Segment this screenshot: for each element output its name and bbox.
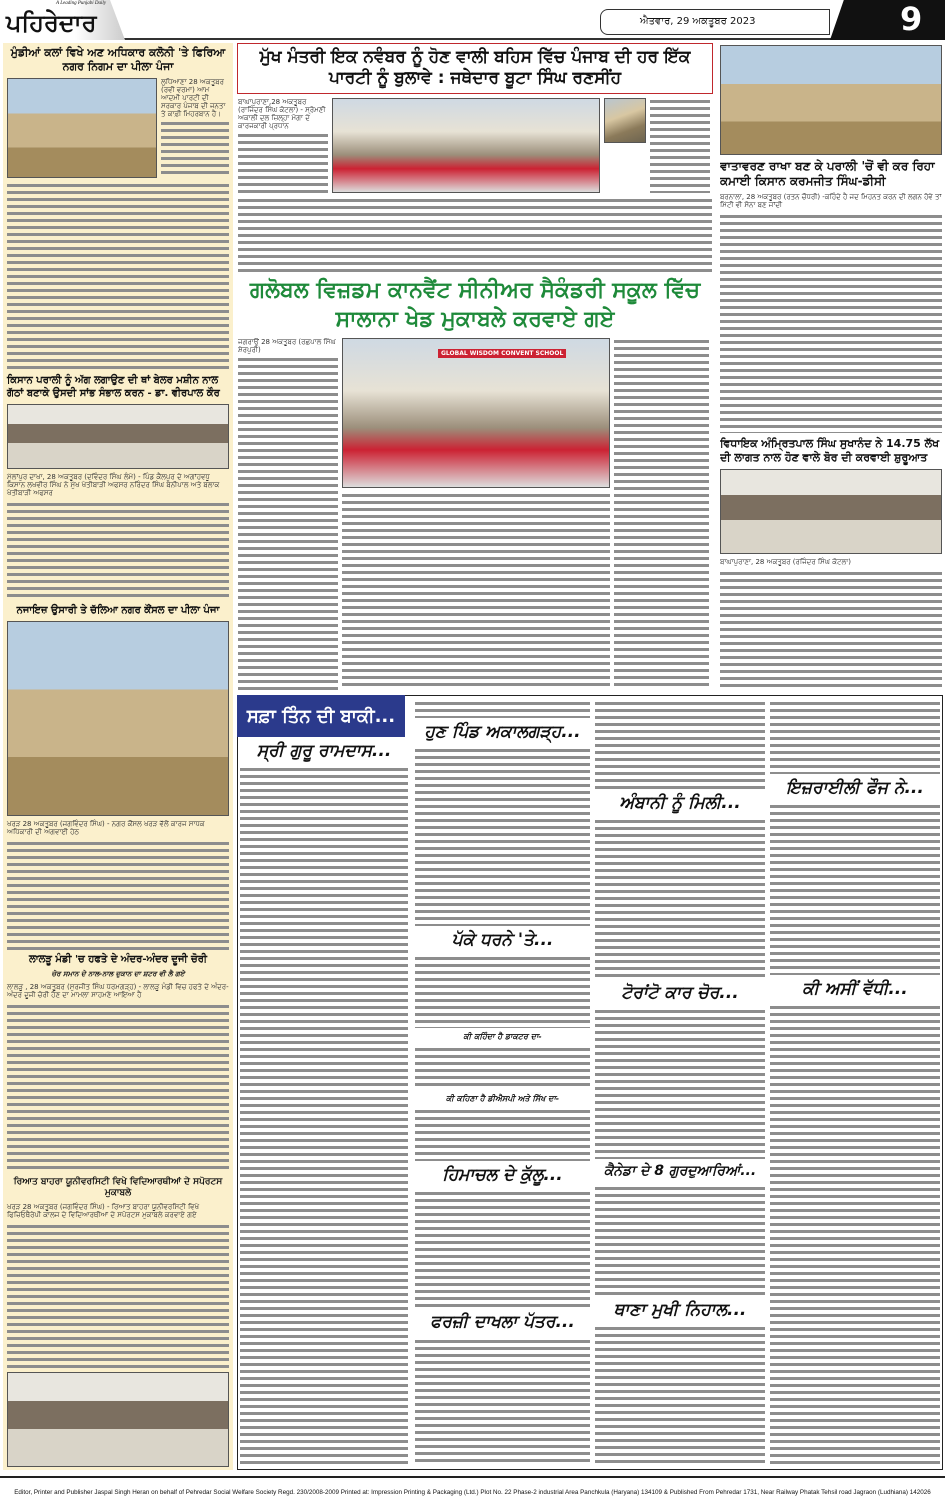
lead-portrait bbox=[604, 98, 646, 143]
section-heading: ਹਿਮਾਚਲ ਦੇ ਕੁੱਲੂ... bbox=[442, 1164, 563, 1185]
section-heading: ਸ੍ਰੀ ਗੁਰੂ ਰਾਮਦਾਸ... bbox=[256, 741, 392, 761]
page-number: 9 bbox=[900, 0, 923, 38]
article-photo bbox=[7, 404, 229, 469]
section-body bbox=[240, 766, 408, 1465]
continued-column-3 bbox=[595, 700, 765, 1466]
article-headline: ਨਜਾਇਜ਼ ਉਸਾਰੀ ਤੇ ਚੱਲਿਆ ਨਗਰ ਕੌਂਸਲ ਦਾ ਪੀਲਾ ਪੰਜਾ bbox=[16, 604, 220, 616]
article-lead-row bbox=[7, 78, 229, 178]
school-row bbox=[237, 338, 713, 690]
school-body bbox=[614, 338, 709, 690]
article-headline: ਵਿਧਾਇਕ ਅੰਮ੍ਰਿਤਪਾਲ ਸਿੰਘ ਸੁਖਾਨੰਦ ਨੇ 14.75 ਲੱਖ ਦੀ ਲਾਗਤ ਨਾਲ ਹੋਣ ਵਾਲੇ ਬੋਰ ਦੀ ਕਰਵਾਈ ਸ਼ੁਰੂਆਤ bbox=[720, 437, 940, 464]
masthead-logo: ਪਹਿਰੇਦਾਰ bbox=[6, 9, 97, 37]
section-body bbox=[770, 1004, 940, 1466]
article-dateline: ਲੁਧਿਆਣਾ 28 ਅਕਤੂਬਰ (ਰਵੀ ਵਰਮਾ) ਆਮ ਆਦਮੀ ਪਾਰਟੀ ਦੀ ਸਰਕਾਰ ਪੰਜਾਬ ਦੀ ਜਨਤਾ ਤੇ ਕਾਫ਼ੀ ਮਿਹਰਬਾਨ ਹੈ। bbox=[161, 77, 226, 118]
school-headline: ਗਲੋਬਲ ਵਿਜ਼ਡਮ ਕਾਨਵੈਂਟ ਸੀਨੀਅਰ ਸੈਕੰਡਰੀ ਸਕੂਲ ਵਿੱਚ ਸਾਲਾਨਾ ਖੇਡ ਮੁਕਾਬਲੇ ਕਰਵਾਏ ਗਏ bbox=[249, 278, 701, 332]
lead-body bbox=[238, 132, 328, 193]
article-body bbox=[7, 182, 229, 372]
continued-column-1 bbox=[237, 695, 411, 1468]
lead-body bbox=[650, 98, 710, 193]
article-body bbox=[7, 840, 229, 950]
article-dateline: ਬਰਨਾਲਾ, 28 ਅਕਤੂਬਰ (ਰਤਨ ਚੌਧਰੀ) -ਕਹਿੰਦੇ ਹੈ ਜਦ ਮਿਹਨਤ ਕਰਨ ਦੀ ਲਗਨ ਹੋਵੇ ਤਾਂ ਮਿੱਟੀ ਵੀ ਸੋਨਾ ਬਣ ਜਾਂਦੀ bbox=[720, 193, 942, 209]
right-column bbox=[720, 45, 942, 690]
masthead-tagline: A Leading Punjabi Daily bbox=[56, 1, 107, 6]
section-body bbox=[415, 747, 590, 925]
continued-column-4 bbox=[770, 700, 940, 1466]
article-headline: ਵਾਤਾਵਰਣ ਰਾਖਾ ਬਣ ਕੇ ਪਰਾਲੀ 'ਚੋਂ ਵੀ ਕਰ ਰਿਹਾ ਕਮਾਈ ਕਿਸਾਨ ਕਰਮਜੀਤ ਸਿੰਘ-ਡੀਸੀ bbox=[720, 159, 935, 188]
section-heading: ਕੈਨੇਡਾ ਦੇ 8 ਗੁਰਦੁਆਰਿਆਂ... bbox=[603, 1163, 757, 1180]
article-body bbox=[7, 1223, 229, 1368]
school-body bbox=[342, 492, 610, 690]
article-headline: ਰਿਆਤ ਬਾਹਰਾ ਯੂਨੀਵਰਸਿਟੀ ਵਿਖੇ ਵਿਦਿਆਰਥੀਆਂ ਦੇ ਸਪੋਰਟਸ ਮੁਕਾਬਲੇ bbox=[13, 1176, 223, 1199]
school-body bbox=[238, 356, 338, 690]
article-dateline: ਮੁੱਲਾਂਪੁਰ ਦਾਖਾ, 28 ਅਕਤੂਬਰ (ਦਵਿੰਦਰ ਸਿੰਘ ਲੰਮੇ) - ਪਿੰਡ ਕੈਲਪੁਰ ਦੇ ਅਗਾਂਹਵਧੂ ਕਿਸਾਨ ਲਖਵੀਰ ਸਿੰਘ ਨੇ ਮੁੱਖ ਖੇਤੀਬਾੜੀ ਅਫਸਰ ਨਰਿੰਦਰ ਸਿੰਘ ਬੇਨੀਪਾਲ ਅਤੇ ਬਲਾਕ ਖੇਤੀਬਾੜੀ ਅਫਸਰ bbox=[7, 473, 220, 498]
page-number-block bbox=[830, 0, 945, 40]
imprint-text: Editor, Printer and Publisher Jaspal Singh Heran on behalf of Pehredar Social Welfare Society Regd. 230/2008-2009 Printed at: Impression Printing & Packaging (Ltd.) Plot No. 22 Phase-2 industrial Area Panchkula (Haryana) 134109 & Published From Pehredar 1731, Near Railway Phatak Tehsil road Jagraon (Ludhiana) 142026 bbox=[14, 1489, 931, 1496]
section-body bbox=[415, 955, 590, 1028]
article-photo bbox=[7, 1372, 229, 1467]
section-heading: ਪੱਕੇ ਧਰਨੇ 'ਤੇ... bbox=[451, 929, 554, 950]
article-dateline: ਲਾਲੜੂ , 28 ਅਕਤੂਬਰ (ਸੁਰਜੀਤ ਸਿੰਘ ਧਰਮਗੜ੍ਹ) - ਲਾਲੜੂ ਮੰਡੀ ਵਿਚ ਹਫਤੇ ਦੇ ਅੰਦਰ-ਅੰਦਰ ਦੂਜੀ ਚੋਰੀ ਹੋਣ ਦਾ ਮਾਮਲਾ ਸਾਹਮਣੇ ਆਇਆ ਹੈ bbox=[7, 983, 229, 1000]
section-heading: ਥਾਣਾ ਮੁਖੀ ਨਿਹਾਲ... bbox=[613, 1299, 747, 1320]
article-photo bbox=[720, 45, 942, 155]
section-heading: ਟੋਰਾਂਟੋ ਕਾਰ ਚੋਰ... bbox=[621, 983, 739, 1004]
article-body bbox=[161, 120, 229, 178]
section-subhead: ਕੀ ਕਹਿਣਾ ਹੈ ਡੀਐਸਪੀ ਅਤੇ ਸਿੱਖ ਦਾ- bbox=[445, 1093, 560, 1103]
section-body bbox=[770, 700, 940, 774]
article-dateline: ਖਰੜ 28 ਅਕਤੂਬਰ (ਜਗਵਿੰਦਰ ਸਿੰਘ) - ਰਿਆਤ ਬਾਹਰਾ ਯੂਨੀਵਰਸਿਟੀ ਵਿਖੇ ਫਿਜ਼ਿਓਥੈਰੇਪੀ ਕਾਲਜ ਦੇ ਵਿਦਿਆਰਥੀਆਂ ਦੇ ਸਪੋਰਟਸ ਮੁਕਾਬਲੇ ਕਰਵਾਏ ਗਏ bbox=[7, 1203, 200, 1220]
continued-banner-label: ਸਫ਼ਾ ਤਿੰਨ ਦੀ ਬਾਕੀ... bbox=[246, 705, 396, 727]
section-body bbox=[595, 1008, 765, 1159]
school-dateline: ਜਗਰਾਉਂ 28 ਅਕਤੂਬਰ (ਰਛਪਾਲ ਸਿੰਘ ਸ਼ੇਰਪੁਰੀ) bbox=[238, 338, 336, 355]
issue-date: ਐਤਵਾਰ, 29 ਅਕਤੂਬਰ 2023 bbox=[640, 16, 756, 27]
article-body bbox=[7, 501, 229, 601]
section-body bbox=[595, 1185, 765, 1296]
school-center bbox=[342, 338, 610, 690]
article-dateline: ਖਰੜ 28 ਅਕਤੂਬਰ (ਜਗਵਿੰਦਰ ਸਿੰਘ) - ਨਗਰ ਕੌਂਸਲ ਖਰੜ ਵੱਲੋਂ ਕਾਰਜ ਸਾਧਕ ਅਧਿਕਾਰੀ ਦੀ ਅਗਵਾਈ ਹੇਠ bbox=[7, 820, 205, 837]
section-heading: ਕੀ ਅਸੀਂ ਵੱਧੀ... bbox=[802, 978, 908, 999]
section-body bbox=[415, 1108, 590, 1161]
article-body bbox=[720, 570, 942, 690]
school-side bbox=[238, 338, 338, 690]
imprint-footer bbox=[0, 1476, 945, 1507]
article-photo bbox=[720, 469, 942, 554]
section-body bbox=[595, 818, 765, 979]
section-heading: ਅੰਬਾਨੀ ਨੂੰ ਮਿਲੀ... bbox=[619, 792, 741, 813]
lead-photo bbox=[332, 98, 600, 193]
section-body bbox=[770, 803, 940, 975]
section-heading: ਇਜ਼ਰਾਈਲੀ ਫੌਜ ਨੇ... bbox=[786, 777, 924, 798]
masthead bbox=[0, 0, 945, 40]
continued-column-2 bbox=[415, 700, 590, 1466]
article-photo bbox=[7, 78, 157, 178]
lead-dateline: ਬਾਘਾਪੁਰਾਣਾ,28 ਅਕਤੂਬਰ (ਰਾਜਿੰਦਰ ਸਿੰਘ ਕੋਟਲਾ) - ਸ੍ਰੋਮਣੀ ਅਕਾਲੀ ਦਲ ਜ਼ਿਲ੍ਹਾ ਮੋਗਾ ਦੇ ਕਾਰਜਕਾਰੀ ਪ੍ਰਧਾਨ bbox=[238, 97, 326, 130]
section-heading: ਫਰਜ਼ੀ ਦਾਖਲਾ ਪੱਤਰ... bbox=[430, 1312, 575, 1333]
section-body bbox=[595, 700, 765, 789]
left-column bbox=[3, 43, 233, 1470]
article-body bbox=[7, 1003, 229, 1173]
article-headline: ਮੁੰਡੀਆਂ ਕਲਾਂ ਵਿਖੇ ਅਣ ਅਧਿਕਾਰ ਕਲੋਨੀ 'ਤੇ ਫਿਰਿਆ ਨਗਰ ਨਿਗਮ ਦਾ ਪੀਲਾ ਪੰਜਾ bbox=[10, 46, 226, 73]
section-body bbox=[415, 1190, 590, 1308]
article-headline: ਕਿਸਾਨ ਪਰਾਲੀ ਨੂੰ ਅੱਗ ਲਗਾਉਣ ਦੀ ਥਾਂ ਬੇਲਰ ਮਸ਼ੀਨ ਨਾਲ ਗੱਠਾਂ ਬਣਾਕੇ ਉਸਦੀ ਸਾਂਭ ਸੰਭਾਲ ਕਰਨ - ਡਾ. ਵੀਰਪਾਲ ਕੌਰ bbox=[7, 375, 220, 399]
article-headline: ਲਾਲੜੂ ਮੰਡੀ 'ਚ ਹਫਤੇ ਦੇ ਅੰਦਰ-ਅੰਦਰ ਦੂਜੀ ਚੋਰੀ bbox=[29, 953, 207, 965]
article-dateline: ਬਾਘਾਪੁਰਾਣਾ, 28 ਅਕਤੂਬਰ (ਰਜਿੰਦਰ ਸਿੰਘ ਕੋਟਲਾ) bbox=[720, 557, 851, 566]
school-banner: GLOBAL WISDOM CONVENT SCHOOL bbox=[438, 349, 566, 358]
article-photo bbox=[7, 621, 229, 816]
section-body bbox=[595, 1325, 765, 1466]
lead-side bbox=[238, 98, 328, 193]
lead-headline-box bbox=[237, 43, 713, 94]
article-body bbox=[720, 213, 942, 433]
lead-headline: ਮੁੱਖ ਮੰਤਰੀ ਇਕ ਨਵੰਬਰ ਨੂੰ ਹੋਣ ਵਾਲੀ ਬਹਿਸ ਵਿੱਚ ਪੰਜਾਬ ਦੀ ਹਰ ਇੱਕ ਪਾਰਟੀ ਨੂੰ ਬੁਲਾਵੇ : ਜਥੇਦਾਰ ਬੂਟਾ ਸਿੰਘ ਰਣਸੀਂਹ bbox=[259, 47, 691, 89]
article-subhead: ਚੋਰ ਸਮਾਨ ਦੇ ਨਾਲ-ਨਾਲ ਦੁਕਾਨ ਦਾ ਸ਼ਟਰ ਵੀ ਲੈ ਗਏ bbox=[51, 970, 185, 979]
section-body bbox=[415, 700, 590, 718]
article-side bbox=[161, 78, 229, 178]
section-body bbox=[415, 1338, 590, 1466]
continued-banner bbox=[237, 695, 405, 737]
center-top bbox=[237, 43, 713, 690]
lead-body bbox=[238, 197, 712, 274]
section-body bbox=[415, 1046, 590, 1090]
section-heading: ਹੁਣ ਪਿੰਡ ਅਕਾਲਗੜ੍ਹ... bbox=[424, 722, 581, 742]
school-photo bbox=[342, 338, 610, 488]
lead-row bbox=[237, 98, 713, 193]
section-subhead: ਕੀ ਕਹਿੰਦਾ ਹੈ ਡਾਕਟਰ ਦਾ- bbox=[463, 1032, 542, 1042]
